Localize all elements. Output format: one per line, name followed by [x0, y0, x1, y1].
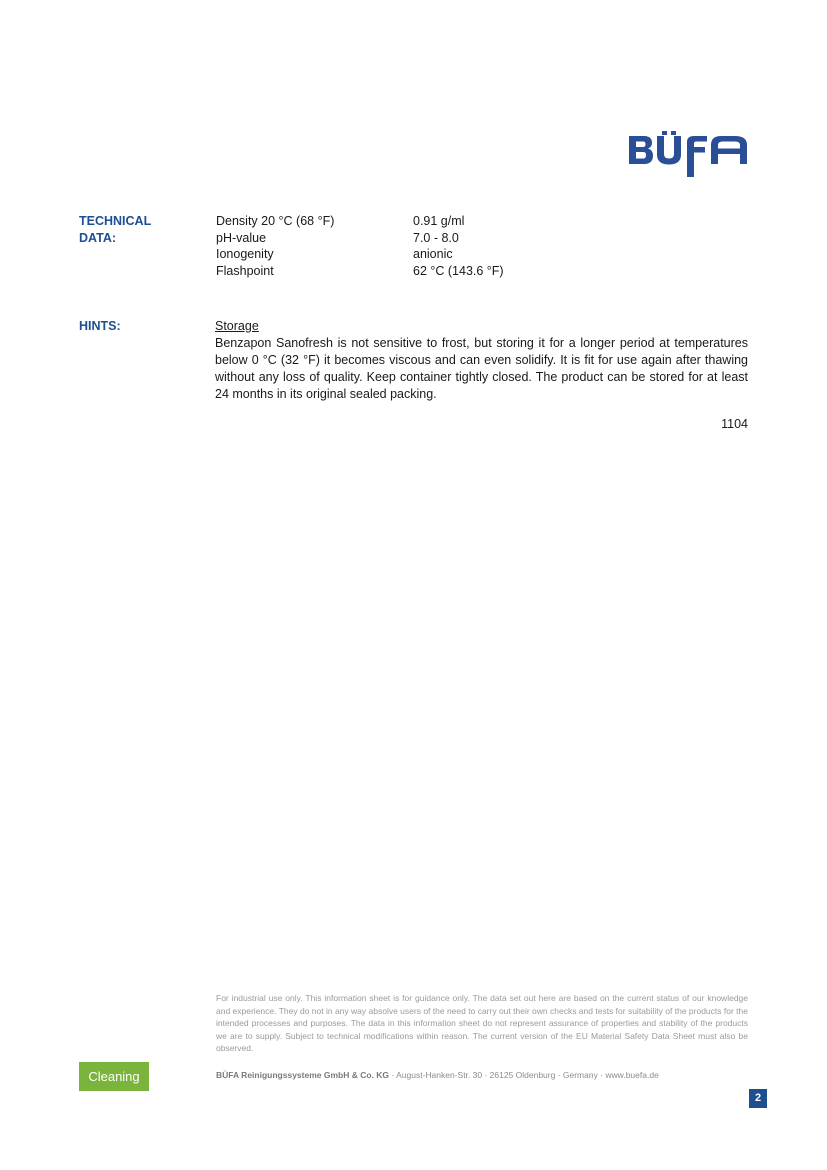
company-address: · August-Hanken-Str. 30 · 26125 Oldenburg · Germany · www.buefa.de — [389, 1070, 659, 1080]
tech-row-density — [216, 213, 613, 230]
tech-value: 0.91 g/ml — [413, 214, 465, 228]
company-info — [216, 1069, 659, 1081]
tech-row-ph — [216, 230, 613, 247]
tech-property: Flashpoint — [216, 263, 274, 278]
technical-data-label — [79, 213, 151, 247]
document-number: 1104 — [721, 417, 748, 431]
tech-row-flashpoint — [216, 263, 613, 280]
category-badge: Cleaning — [79, 1062, 149, 1091]
tech-property: Ionogenity — [216, 247, 274, 261]
hints-heading: Storage — [215, 319, 259, 333]
tech-value: 62 °C (143.6 °F) — [413, 263, 504, 278]
hints-text: Benzapon Sanofresh is not sensitive to frost, but storing it for a longer period at temperatures below 0 °C (32 °F) it becomes viscous and can even solidify. It is fit for use again after thawing without any loss of quality. Keep container tightly closed. The product can be stored for at least 24 months in its original sealed packing. — [215, 336, 748, 401]
tech-value: anionic — [413, 247, 453, 261]
tech-property: Density 20 °C (68 °F) — [216, 214, 335, 228]
tech-value: 7.0 - 8.0 — [413, 230, 459, 245]
page-number: 2 — [749, 1089, 767, 1108]
tech-property: pH-value — [216, 230, 267, 245]
buefa-logo — [627, 131, 749, 179]
technical-data-table — [216, 213, 613, 279]
company-name: BÜFA Reinigungssysteme GmbH & Co. KG — [216, 1070, 390, 1080]
technical-label-line1: TECHNICAL — [79, 214, 152, 228]
technical-label-line2: DATA: — [79, 231, 117, 245]
tech-row-ionogenity — [216, 246, 613, 263]
footer-disclaimer: For industrial use only. This information sheet is for guidance only. The data set out here are based on the current status of our knowledge and experience. They do not in any way absolve users of the need to carry out their own checks and tests for suitability of the products for the intended processes and purposes. The data in this information sheet do not represent assurance of properties and stability of the products we are to supply. Subject to technical modifications within reason. The current version of the EU Material Safety Data Sheet must also be observed. — [216, 993, 748, 1053]
hints-label: HINTS: — [79, 319, 121, 333]
hints-section — [215, 318, 748, 403]
